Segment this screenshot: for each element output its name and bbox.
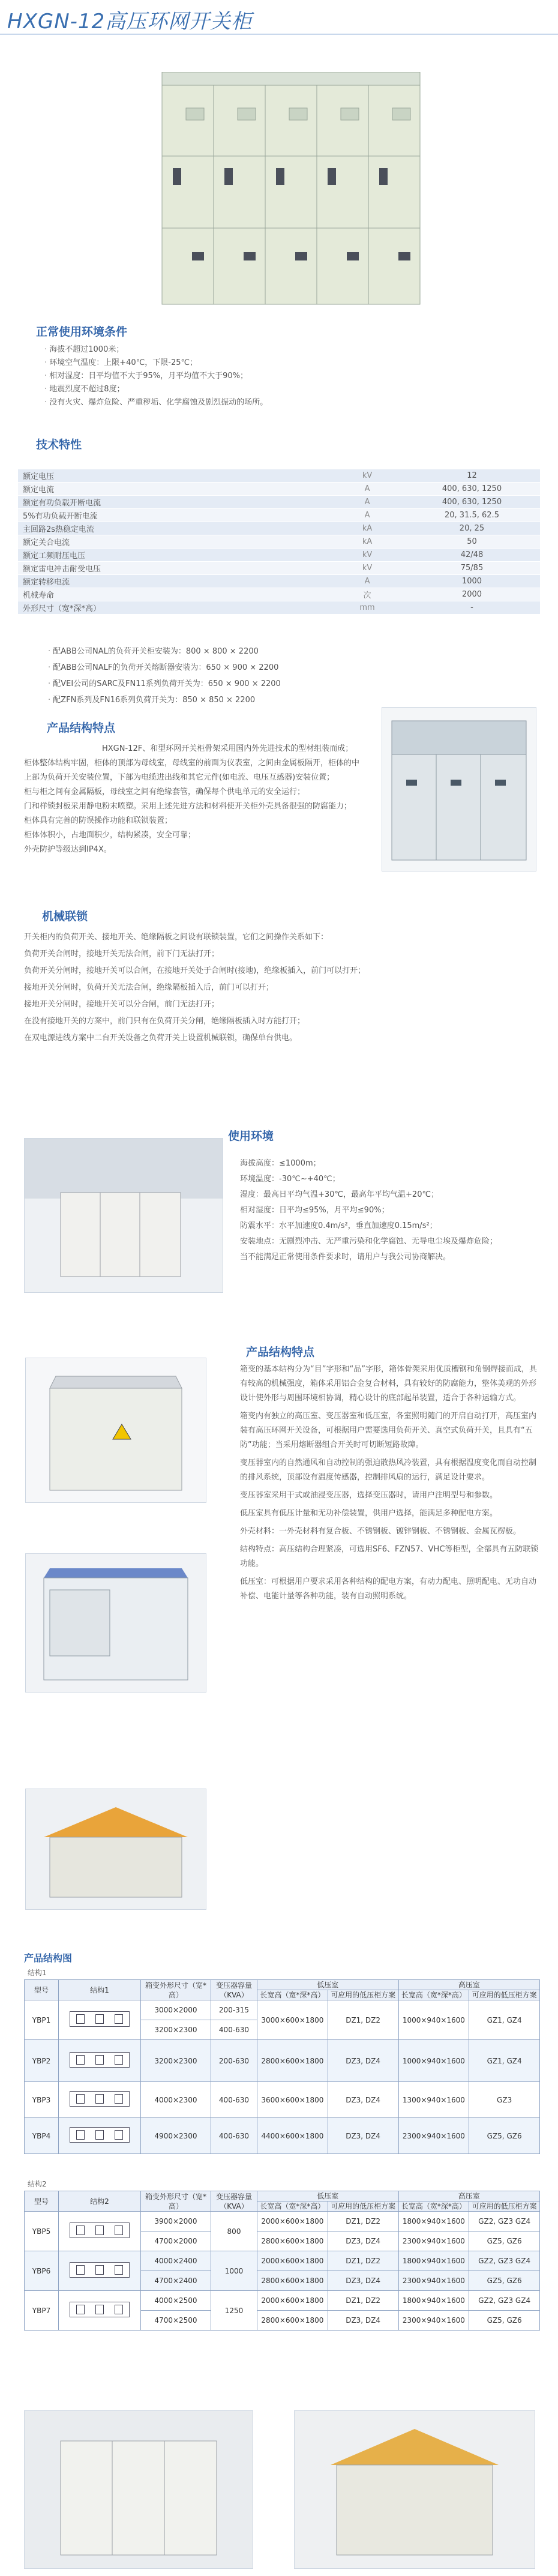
paragraph: 在没有接地开关的方案中，前门只有在负荷开关分闸，绝缘隔板插入时方能打开； [24,1017,305,1026]
table-row: 外形尺寸（宽*深*高） mm - [18,601,540,615]
list-item: 相对湿度：日平均≤95%，月平均≤90%； [240,1206,389,1215]
spec-table [18,469,540,615]
paragraph: 低压室具有低压计量和无功补偿装置，供用户选择，能满足多种配电方案。 [240,1509,498,1518]
features-text [240,1362,540,1604]
list-item: 环境温度：-30℃~+40℃； [240,1175,340,1184]
table-row: YBP5 3900×2000 800 2000×600×1800 DZ1, DZ2 1800×940×1600 GZ2, GZ3 GZ4 [25,2212,540,2231]
interlock-heading: 机械联锁 [42,910,88,923]
table-row: 额定电流 A 400, 630, 1250 [18,483,540,496]
cabinet-photo [382,707,536,871]
structure-text [24,742,366,857]
paragraph: 接地开关分闸时，接地开关可以分合闸，前门无法打开； [24,1000,220,1009]
table-row: YBP3 4000×2300 400-630 3600×600×1800 DZ3, DZ4 1300×940×1600 GZ3 [25,2082,540,2118]
table-row: 额定有功负载开断电流 A 400, 630, 1250 [18,496,540,509]
table-row: 额定电压 kV 12 [18,469,540,483]
paragraph: 门和样锁封板采用静电粉末喷塑。采用上述先进方法和材料使开关柜外壳具备很强的防腐能力； [24,802,352,811]
paragraph: 在双电源进线方案中二台开关设备之负荷开关上设置机械联锁，确保单台供电。 [24,1034,298,1043]
substation-photo-2 [25,1358,206,1503]
list-item: · 没有火灾、爆炸危险、严重秽垢、化学腐蚀及剧烈振动的场所。 [44,396,464,409]
table-row: 额定工频耐压电压 kV 42/48 [18,549,540,562]
bottom-photo-right [294,2410,535,2569]
table-row: YBP1 3000×2000 200-315 3000×600×1800 DZ1, DZ2 1000×940×1600 GZ1, GZ4 [25,2000,540,2020]
list-item: · 配ABB公司NAL的负荷开关柜安装为：800 × 800 × 2200 [48,643,408,660]
structure-table-1: 型号 结构1 箱变外形尺寸（宽*高） 变压器容量（KVA） 低压室 高压室 长宽高（宽*深*高） 可应用的低压柜方案 长宽高（宽*深*高） 可应用的低压柜方案 YBP1 3000×2000 200-315 3000×600×1800 DZ1, DZ2 1000×940×1600 GZ1, GZ4 3200×2300 400-630 YBP2 3200×2300 200-630 2800×600×1800 DZ3, DZ4 1000×940×1600 GZ1, GZ4 YBP3 4000×2300 400-630 3600×600×1800 DZ3, DZ4 1300×940×1600 GZ3 YBP4 4900×2300 400-630 4400×600×1800 DZ3, DZ4 2300×940×1600 GZ5, GZ6 [24,1979,540,2154]
table-row: YBP6 4000×2400 1000 2000×600×1800 DZ1, DZ2 1800×940×1600 GZ2, GZ3 GZ4 [25,2251,540,2271]
paragraph: 箱变的基本结构分为“目”字形和“品”字形，箱体骨架采用优质槽钢和角钢焊接而成，具有较高的机械强度，箱体采用铝合金复合材料，具有较好的防腐能力，整体美观的外形设计使外形与周围环境相协调，精心设计的底部起吊装置，适合于各种运输方式。 [240,1365,537,1403]
table-row: YBP4 4900×2300 400-630 4400×600×1800 DZ3, DZ4 2300×940×1600 GZ5, GZ6 [25,2118,540,2154]
structure-diagram-icon [70,2052,130,2068]
paragraph: 低压室：可根据用户要求采用各种结构的配电方案，有动力配电、照明配电、无功自动补偿、电能计量等各种功能，装有自动照明系统。 [240,1577,537,1601]
paragraph: 柜与柜之间有金属隔板，母线室之间有绝缘套管，确保每个供电单元的安全运行； [24,787,305,796]
table-row: 额定转移电流 A 1000 [18,575,540,588]
table-row: 额定关合电流 kA 50 [18,535,540,549]
title-divider [0,34,558,35]
list-item: · 相对湿度：日平均值不大于95%，月平均值不大于90%； [44,370,464,383]
paragraph: 柜体具有完善的防误操作功能和联锁装置； [24,816,173,825]
paragraph: 负荷开关分闸时，接地开关可以合闸，在接地开关处于合闸时(接地)，绝缘板插入，前门可以打开； [24,966,366,975]
env-list [44,343,464,409]
paragraph: 柜体体积小，占地面积少，结构紧凑，安全可靠； [24,831,196,840]
list-item: · 环境空气温度：上限+40℃，下限-25℃； [44,357,464,370]
structure-diagram-icon [70,2262,130,2278]
paragraph: 负荷开关合闸时，接地开关无法合闸，前下门无法打开； [24,949,220,958]
list-item: 防震水平：水平加速度0.4m/s²，垂直加速度0.15m/s²； [240,1221,437,1230]
features-heading: 产品结构特点 [246,1346,315,1359]
table-row: 5%有功负载开断电流 A 20, 31.5, 62.5 [18,509,540,522]
list-item: · 配VEI公司的SARC及FN11系列负荷开关为：650 × 900 × 2200 [48,676,408,692]
structure-diagram-icon [70,2127,130,2143]
tech-notes [48,643,408,708]
paragraph: 变压器室内的自然通风和自动控制的强迫散热风冷装置，具有根据温度变化而自动控制的排风系统，顶部设有温度传感器，控制排风扇的运行，满足设计要求。 [240,1458,537,1482]
paragraph: 箱变内有独立的高压室、变压器室和低压室，各室照明随门的开启自动打开，高压室内装有高压环网开关设备，可根据用户需要选用负荷开关、真空式负荷开关，且具有“五防”功能；当采用熔断器组合开关时可切断短路故障。 [240,1412,537,1449]
paragraph: HXGN-12F、和型环网开关柜骨架采用国内外先进技术的型材组装而成； [102,744,353,753]
switchgear-cabinet-image [150,72,432,309]
table1-label: 结构1 [28,1969,47,1977]
paragraph: 外壳防护等级达到IP4X。 [24,845,112,854]
env-heading: 正常使用环境条件 [36,325,128,339]
paragraph: 开关柜内的负荷开关、接地开关、绝缘隔板之间设有联锁装置，它们之间操作关系如下： [24,933,329,942]
paragraph: 柜体整体结构牢固，柜体的顶部为母线室，母线室的前面为仪表室，之间由金属板隔开，柜体的中上部为负荷开关安装位置，下部为电缆进出线和其它元件(如电流、电压互感器)安装位置； [24,759,360,782]
paragraph: 接地开关分闸时，负荷开关无法合闸，绝缘隔板插入后，前门可以打开； [24,983,274,992]
paragraph: 结构特点：高压结构合理紧凑，可选用SF6、FZN57、VHC等柜型，全部具有五防联锁功能。 [240,1545,539,1568]
list-item: · 配ABB公司NALF的负荷开关熔断器安装为：650 × 900 × 2200 [48,660,408,676]
tables-heading: 产品结构图 [24,1952,73,1964]
table-row: 额定雷电冲击耐受电压 kV 75/85 [18,562,540,575]
structure-heading: 产品结构特点 [47,721,116,735]
list-item: · 配ZFN系列及FN16系列负荷开关为：850 × 850 × 2200 [48,692,408,708]
list-item: 海拔高度：≤1000m； [240,1159,321,1168]
structure-table-2: 型号 结构2 箱变外形尺寸（宽*高） 变压器容量（KVA） 低压室 高压室 长宽高（宽*深*高） 可应用的低压柜方案 长宽高（宽*深*高） 可应用的低压柜方案 YBP5 3900×2000 800 2000×600×1800 DZ1, DZ2 1800×940×1600 GZ2, GZ3 GZ4 4700×2000 2800×600×1800 DZ3, DZ4 2300×940×1600 GZ5, GZ6 YBP6 4000×2400 1000 2000×600×1800 DZ1, DZ2 1800×940×1600 GZ2, GZ3 GZ4 4700×2400 2800×600×1800 DZ3, DZ4 2300×940×1600 GZ5, GZ6 YBP7 4000×2500 1250 2000×600×1800 DZ1, DZ2 1800×940×1600 GZ2, GZ3 GZ4 4700×2500 2800×600×1800 DZ3, DZ4 2300×940×1600 GZ5, GZ6 [24,2191,540,2331]
structure-diagram-icon [70,2222,130,2238]
tech-heading: 技术特性 [36,438,82,451]
substation-photo-3 [25,1553,206,1693]
structure-diagram-icon [70,2091,130,2107]
use-env-heading: 使用环境 [228,1130,274,1143]
table-row: 3200×2300 400-630 [25,2020,540,2040]
use-env-list [240,1156,540,1265]
table-row: 4700×2500 2800×600×1800 DZ3, DZ4 2300×940×1600 GZ5, GZ6 [25,2311,540,2331]
table-row: 4700×2000 2800×600×1800 DZ3, DZ4 2300×940×1600 GZ5, GZ6 [25,2231,540,2251]
list-item: 当不能满足正常使用条件要求时，请用户与我公司协商解决。 [240,1253,451,1262]
table-row: YBP2 3200×2300 200-630 2800×600×1800 DZ3, DZ4 1000×940×1600 GZ1, GZ4 [25,2040,540,2082]
table-row: 主回路2s热稳定电流 kA 20, 25 [18,522,540,535]
substation-photo-4 [25,1789,206,1910]
paragraph: 变压器室采用干式或油浸变压器，选择变压器时，请用户注明型号和参数。 [240,1491,498,1500]
paragraph: 外壳材料：一外壳材料有复合板、不锈钢板、镀锌钢板、不锈钢板、金属瓦楞板。 [240,1527,521,1536]
list-item: · 海拔不超过1000米； [44,343,464,357]
bottom-photo-left [24,2410,253,2569]
interlock-text [24,929,378,1047]
table-row: 机械寿命 次 2000 [18,588,540,601]
list-item: 安装地点：无剧烈冲击、无严重污染和化学腐蚀、无导电尘埃及爆炸危险； [240,1237,498,1246]
list-item: · 地震烈度不超过8度； [44,383,464,396]
page-title: HXGN-12高压环网开关柜 [7,10,253,34]
table-row: 4700×2400 2800×600×1800 DZ3, DZ4 2300×940×1600 GZ5, GZ6 [25,2271,540,2291]
substation-photo-1 [24,1138,223,1293]
table-row: YBP7 4000×2500 1250 2000×600×1800 DZ1, DZ2 1800×940×1600 GZ2, GZ3 GZ4 [25,2291,540,2311]
structure-diagram-icon [70,2011,130,2027]
list-item: 湿度：最高日平均气温+30℃，最高年平均气温+20℃； [240,1190,439,1199]
table2-label: 结构2 [28,2180,47,2188]
structure-diagram-icon [70,2302,130,2317]
